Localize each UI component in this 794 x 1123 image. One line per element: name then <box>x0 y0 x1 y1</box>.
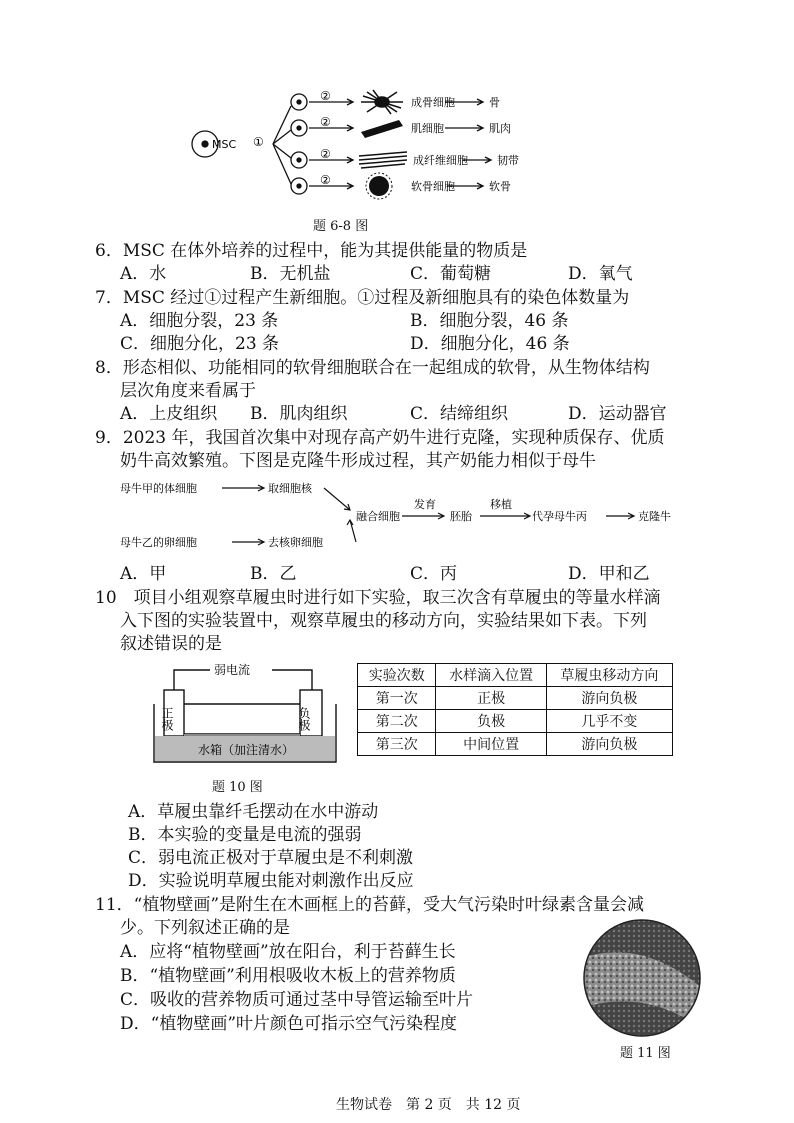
fibroblast-drawing <box>359 152 407 168</box>
flow-clone: 克隆牛 <box>638 510 671 523</box>
q10-option-a: A．草履虫靠纤毛摆动在水中游动 <box>128 802 379 822</box>
q7-stem: 7．MSC 经过①过程产生新细胞。①过程及新细胞具有的染色体数量为 <box>95 288 630 308</box>
flow-source-b: 母牛乙的卵细胞 <box>120 536 197 549</box>
q6-option-b: B．无机盐 <box>250 264 331 284</box>
q7-option-b: B．细胞分裂，46 条 <box>410 311 569 331</box>
q8-stem-line1: 8．形态相似、功能相同的软骨细胞联合在一起组成的软骨，从生物体结构 <box>95 358 650 378</box>
flow-edge-develop: 发育 <box>414 498 436 511</box>
flow-edge-transplant: 移植 <box>490 498 512 511</box>
result-label-1: 骨 <box>489 96 500 109</box>
q11-option-b: B．“植物壁画”利用根吸收木板上的营养物质 <box>120 966 456 986</box>
flow-embryo: 胚胎 <box>450 510 472 523</box>
flow-surrogate: 代孕母牛丙 <box>532 510 587 523</box>
msc-label: MSC <box>212 138 237 151</box>
flow-source-a: 母牛甲的体细胞 <box>120 482 197 495</box>
table-row <box>358 710 673 733</box>
q7-option-a: A．细胞分裂，23 条 <box>120 311 279 331</box>
q10-stem-line1: 10 项目小组观察草履虫时进行如下实验，取三次含有草履虫的等量水样滴 <box>95 588 661 608</box>
q9-stem-line1: 9．2023 年，我国首次集中对现存高产奶牛进行克隆，实现种质保存、优质 <box>95 428 665 448</box>
table-cell: 中间位置 <box>436 733 546 756</box>
q11-option-a: A．应将“植物壁画”放在阳台，利于苔藓生长 <box>120 942 456 962</box>
q10-option-c: C．弱电流正极对于草履虫是不利刺激 <box>128 848 414 868</box>
step2-label-2: ② <box>320 115 331 129</box>
q11-stem-line1: 11．“植物壁画”是附生在木画框上的苔藓，受大气污染时叶绿素含量会减 <box>95 895 645 915</box>
q6-option-c: C．葡萄糖 <box>410 264 492 284</box>
table-cell: 游向负极 <box>546 687 672 710</box>
q6-stem: 6．MSC 在体外培养的过程中，能为其提供能量的物质是 <box>95 241 528 261</box>
q8-option-b: B．肌肉组织 <box>250 404 348 424</box>
table-cell: 第三次 <box>358 733 436 756</box>
q8-option-a: A．上皮组织 <box>120 404 218 424</box>
figure-6-8 <box>185 80 545 205</box>
table-cell: 游向负极 <box>546 733 672 756</box>
moss-wall-photo <box>582 918 702 1038</box>
step2-label-3: ② <box>320 147 331 161</box>
q8-option-c: C．结缔组织 <box>410 404 509 424</box>
q7-option-d: D．细胞分化，46 条 <box>410 334 570 354</box>
table-cell: 负极 <box>436 710 546 733</box>
step2-label-1: ② <box>320 89 331 103</box>
q9-option-d: D．甲和乙 <box>568 564 650 584</box>
q6-option-d: D．氧气 <box>568 264 633 284</box>
flow-step-b2: 去核卵细胞 <box>268 536 323 549</box>
figure-10-caption: 题 10 图 <box>212 780 263 795</box>
q6-option-a: A．水 <box>120 264 167 284</box>
step1-label: ① <box>253 135 264 149</box>
table-cell: 第二次 <box>358 710 436 733</box>
cell-label-2: 肌细胞 <box>411 122 444 135</box>
q10-stem-line3: 叙述错误的是 <box>120 634 222 654</box>
table-cell: 几乎不变 <box>546 710 672 733</box>
positive-electrode-label: 正极 <box>160 707 174 731</box>
table-header: 水样滴入位置 <box>436 664 546 687</box>
table-row <box>358 687 673 710</box>
page-footer: 生物试卷 第 2 页 共 12 页 <box>336 1097 521 1113</box>
osteoblast-drawing <box>361 90 403 114</box>
q10-option-b: B．本实验的变量是电流的强弱 <box>128 825 362 845</box>
q8-stem-line2: 层次角度来看属于 <box>120 381 256 401</box>
cell-label-1: 成骨细胞 <box>411 96 455 109</box>
cell-label-4: 软骨细胞 <box>411 180 455 193</box>
table-cell: 第一次 <box>358 687 436 710</box>
flow-step-a2: 取细胞核 <box>268 482 312 495</box>
tank-label: 水箱（加注清水） <box>198 743 295 757</box>
result-label-3: 韧带 <box>497 154 519 167</box>
figure-11-caption: 题 11 图 <box>620 1046 671 1061</box>
result-label-4: 软骨 <box>489 180 511 193</box>
paramecium-apparatus <box>150 660 340 770</box>
muscle-cell-drawing <box>361 120 403 138</box>
flow-fused-cell: 融合细胞 <box>356 510 400 523</box>
cloning-flow-diagram <box>120 476 700 556</box>
q9-option-b: B．乙 <box>250 564 297 584</box>
table-header: 实验次数 <box>358 664 436 687</box>
table-header: 草履虫移动方向 <box>546 664 672 687</box>
q11-option-c: C．吸收的营养物质可通过茎中导管运输至叶片 <box>120 990 474 1010</box>
negative-electrode-label: 负极 <box>297 707 311 731</box>
q9-option-c: C．丙 <box>410 564 458 584</box>
table-cell: 正极 <box>436 687 546 710</box>
table-row <box>358 733 673 756</box>
q11-stem-line2: 少。下列叙述正确的是 <box>120 918 290 938</box>
q9-option-a: A．甲 <box>120 564 167 584</box>
q7-option-c: C．细胞分化，23 条 <box>120 334 280 354</box>
table-header-row <box>358 664 673 687</box>
figure-6-8-caption: 题 6-8 图 <box>313 219 369 234</box>
q11-option-d: D．“植物壁画”叶片颜色可指示空气污染程度 <box>120 1014 458 1034</box>
q10-stem-line2: 入下图的实验装置中，观察草履虫的移动方向，实验结果如下表。下列 <box>120 611 647 631</box>
cell-label-3: 成纤维细胞 <box>413 154 468 167</box>
q9-stem-line2: 奶牛高效繁殖。下图是克隆牛形成过程，其产奶能力相似于母牛 <box>120 451 596 471</box>
q8-option-d: D．运动器官 <box>568 404 667 424</box>
chondrocyte-drawing <box>366 173 392 199</box>
experiment-result-table <box>357 663 673 756</box>
result-label-2: 肌肉 <box>489 122 511 135</box>
step2-label-4: ② <box>320 173 331 187</box>
q10-option-d: D．实验说明草履虫能对刺激作出反应 <box>128 871 414 891</box>
current-label: 弱电流 <box>214 663 251 677</box>
